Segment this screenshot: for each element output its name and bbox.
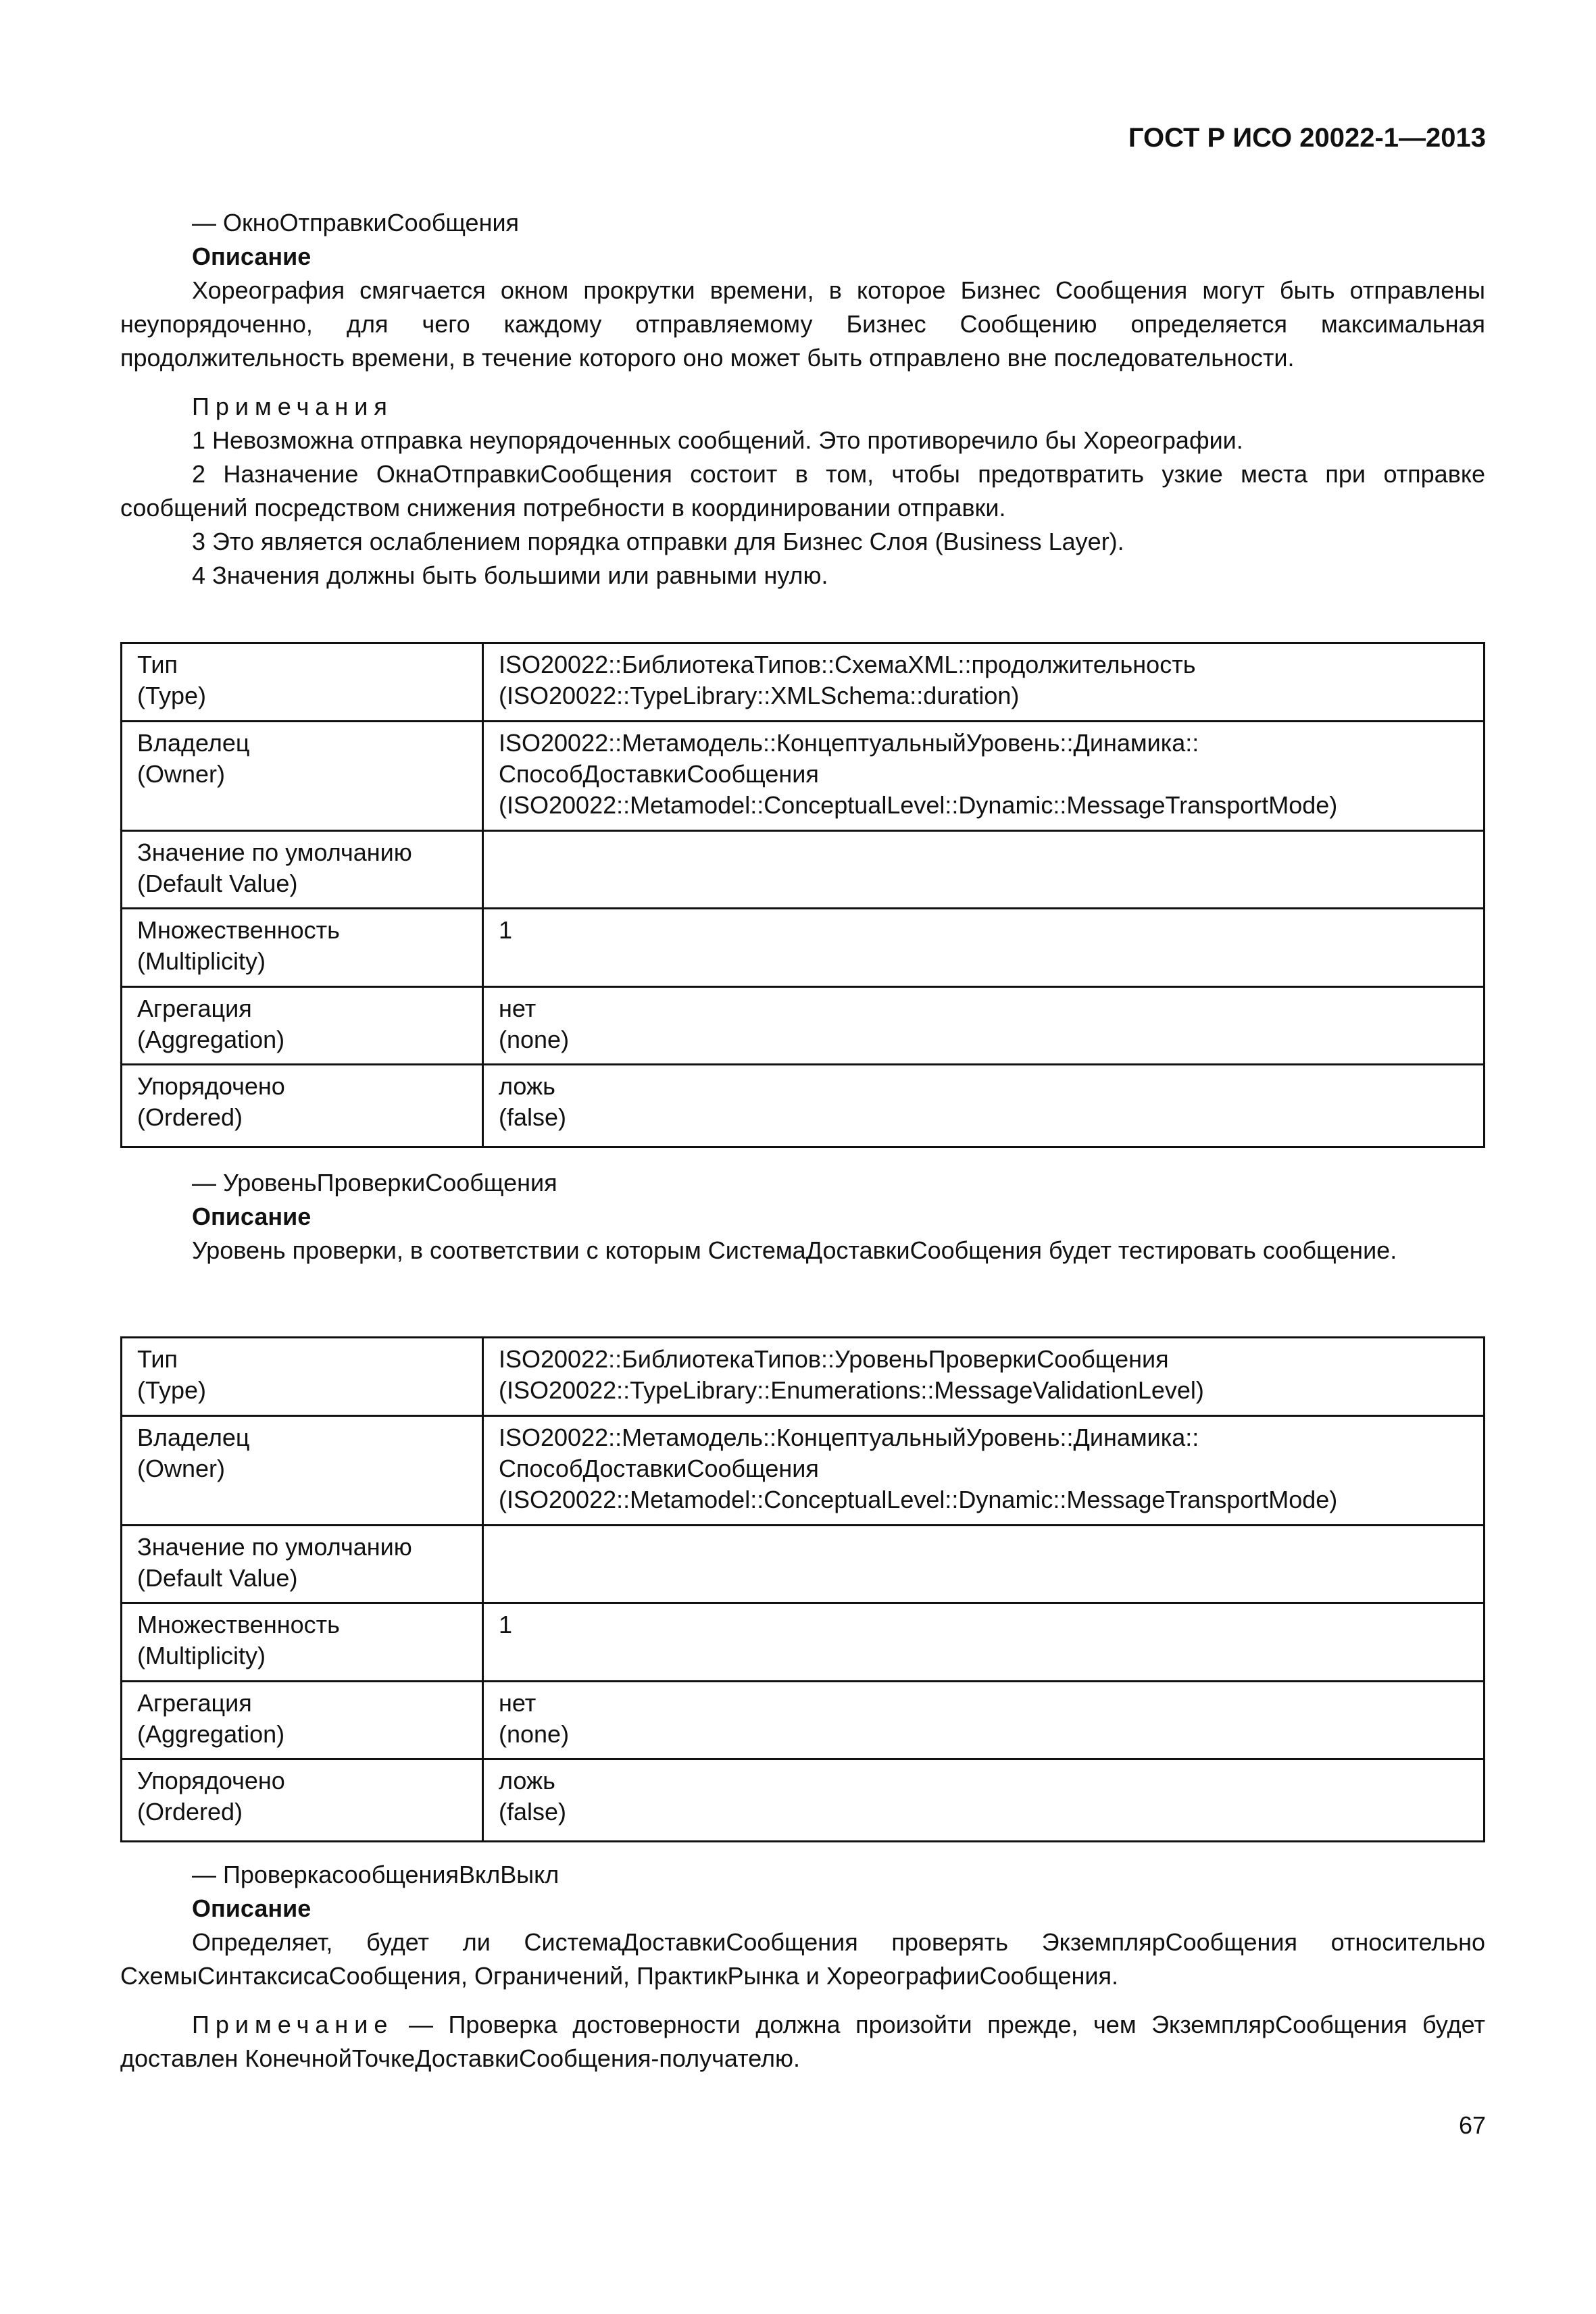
table-row [122, 1065, 1485, 1147]
note-3: 3 Это является ослаблением порядка отправки для Бизнес Слоя (Business Layer). [192, 528, 1124, 555]
item-title: — ПроверкасообщенияВклВыкл [192, 1861, 559, 1888]
row-value: нет (none) [483, 1682, 1485, 1759]
table-row [122, 1338, 1485, 1416]
row-label: Множественность (Multiplicity) [122, 909, 483, 987]
row-label: Множественность (Multiplicity) [122, 1603, 483, 1682]
row-label: Владелец (Owner) [122, 722, 483, 831]
description-text: Хореография смягчается окном прокрутки времени, в которое Бизнес Сообщения могут быть отправлены неупорядоченно, для чего каждому отправляемому Бизнес Сообщению определяется максимальная продолжительность времени, в течение которого оно может быть отправлено вне последовательности. [120, 276, 1485, 372]
row-value [483, 831, 1485, 909]
table-row [122, 1682, 1485, 1759]
row-value: ISO20022::БиблиотекаТипов::СхемаXML::продолжительность (ISO20022::TypeLibrary::XMLSchema::duration) [483, 643, 1485, 722]
table-row [122, 722, 1485, 831]
item-title: — ОкноОтправкиСообщения [192, 209, 520, 236]
row-value: ложь (false) [483, 1065, 1485, 1147]
row-label: Агрегация (Aggregation) [122, 1682, 483, 1759]
note-1: 1 Невозможна отправка неупорядоченных сообщений. Это противоречило бы Хореографии. [192, 426, 1243, 454]
note-text: — Проверка достоверности должна произойти прежде, чем ЭкземплярСообщения будет доставлен КонечнойТочкеДоставкиСообщения-получателю. [120, 2011, 1485, 2072]
row-value: нет (none) [483, 987, 1485, 1065]
row-value: ISO20022::Метамодель::КонцептуальныйУровень::Динамика:: СпособДоставкиСообщения (ISO20022::Metamodel::ConceptualLevel::Dynamic::MessageTransportMode) [483, 1416, 1485, 1526]
row-label: Упорядочено (Ordered) [122, 1759, 483, 1842]
row-value: ISO20022::БиблиотекаТипов::УровеньПроверкиСообщения (ISO20022::TypeLibrary::Enumerations::MessageValidationLevel) [483, 1338, 1485, 1416]
table-row [122, 1759, 1485, 1842]
section-message-window [120, 206, 1485, 593]
item-title: — УровеньПроверкиСообщения [192, 1169, 557, 1197]
description-label: Описание [192, 243, 311, 270]
table-row [122, 643, 1485, 722]
row-label: Тип (Type) [122, 643, 483, 722]
table-row [122, 1603, 1485, 1682]
description-label: Описание [192, 1894, 311, 1922]
row-label: Владелец (Owner) [122, 1416, 483, 1526]
row-value: 1 [483, 1603, 1485, 1682]
note-label: Примечание [192, 2011, 394, 2038]
table-row [122, 909, 1485, 987]
table-row [122, 831, 1485, 909]
row-value: ISO20022::Метамодель::КонцептуальныйУровень::Динамика:: СпособДоставкиСообщения (ISO20022::Metamodel::ConceptualLevel::Dynamic::MessageTransportMode) [483, 722, 1485, 831]
table-row [122, 1526, 1485, 1603]
note-2: 2 Назначение ОкнаОтправкиСообщения состоит в том, чтобы предотвратить узкие места при отправке сообщений посредством снижения потребности в координировании отправки. [120, 460, 1485, 522]
row-label: Упорядочено (Ordered) [122, 1065, 483, 1147]
row-value: ложь (false) [483, 1759, 1485, 1842]
row-label: Значение по умолчанию (Default Value) [122, 831, 483, 909]
notes-label: Примечания [192, 393, 393, 420]
description-text: Определяет, будет ли СистемаДоставкиСообщения проверять ЭкземплярСообщения относительно СхемыСинтаксисаСообщения, Ограничений, ПрактикРынка и ХореографииСообщения. [120, 1928, 1485, 1990]
description-label: Описание [192, 1203, 311, 1230]
row-value [483, 1526, 1485, 1603]
section-validation-level [120, 1166, 1485, 1267]
description-text: Уровень проверки, в соответствии с которым СистемаДоставкиСообщения будет тестировать сообщение. [192, 1236, 1397, 1264]
attribute-table-2 [120, 1336, 1485, 1842]
table-row [122, 987, 1485, 1065]
row-label: Агрегация (Aggregation) [122, 987, 483, 1065]
row-value: 1 [483, 909, 1485, 987]
section-validation-onoff [120, 1858, 1485, 2076]
page-number: 67 [1458, 2111, 1486, 2139]
note-4: 4 Значения должны быть большими или равными нулю. [192, 561, 828, 589]
table-row [122, 1416, 1485, 1526]
row-label: Значение по умолчанию (Default Value) [122, 1526, 483, 1603]
attribute-table-1 [120, 642, 1485, 1148]
note [120, 2008, 1485, 2076]
document-header: ГОСТ Р ИСО 20022-1—2013 [1128, 123, 1486, 153]
row-label: Тип (Type) [122, 1338, 483, 1416]
